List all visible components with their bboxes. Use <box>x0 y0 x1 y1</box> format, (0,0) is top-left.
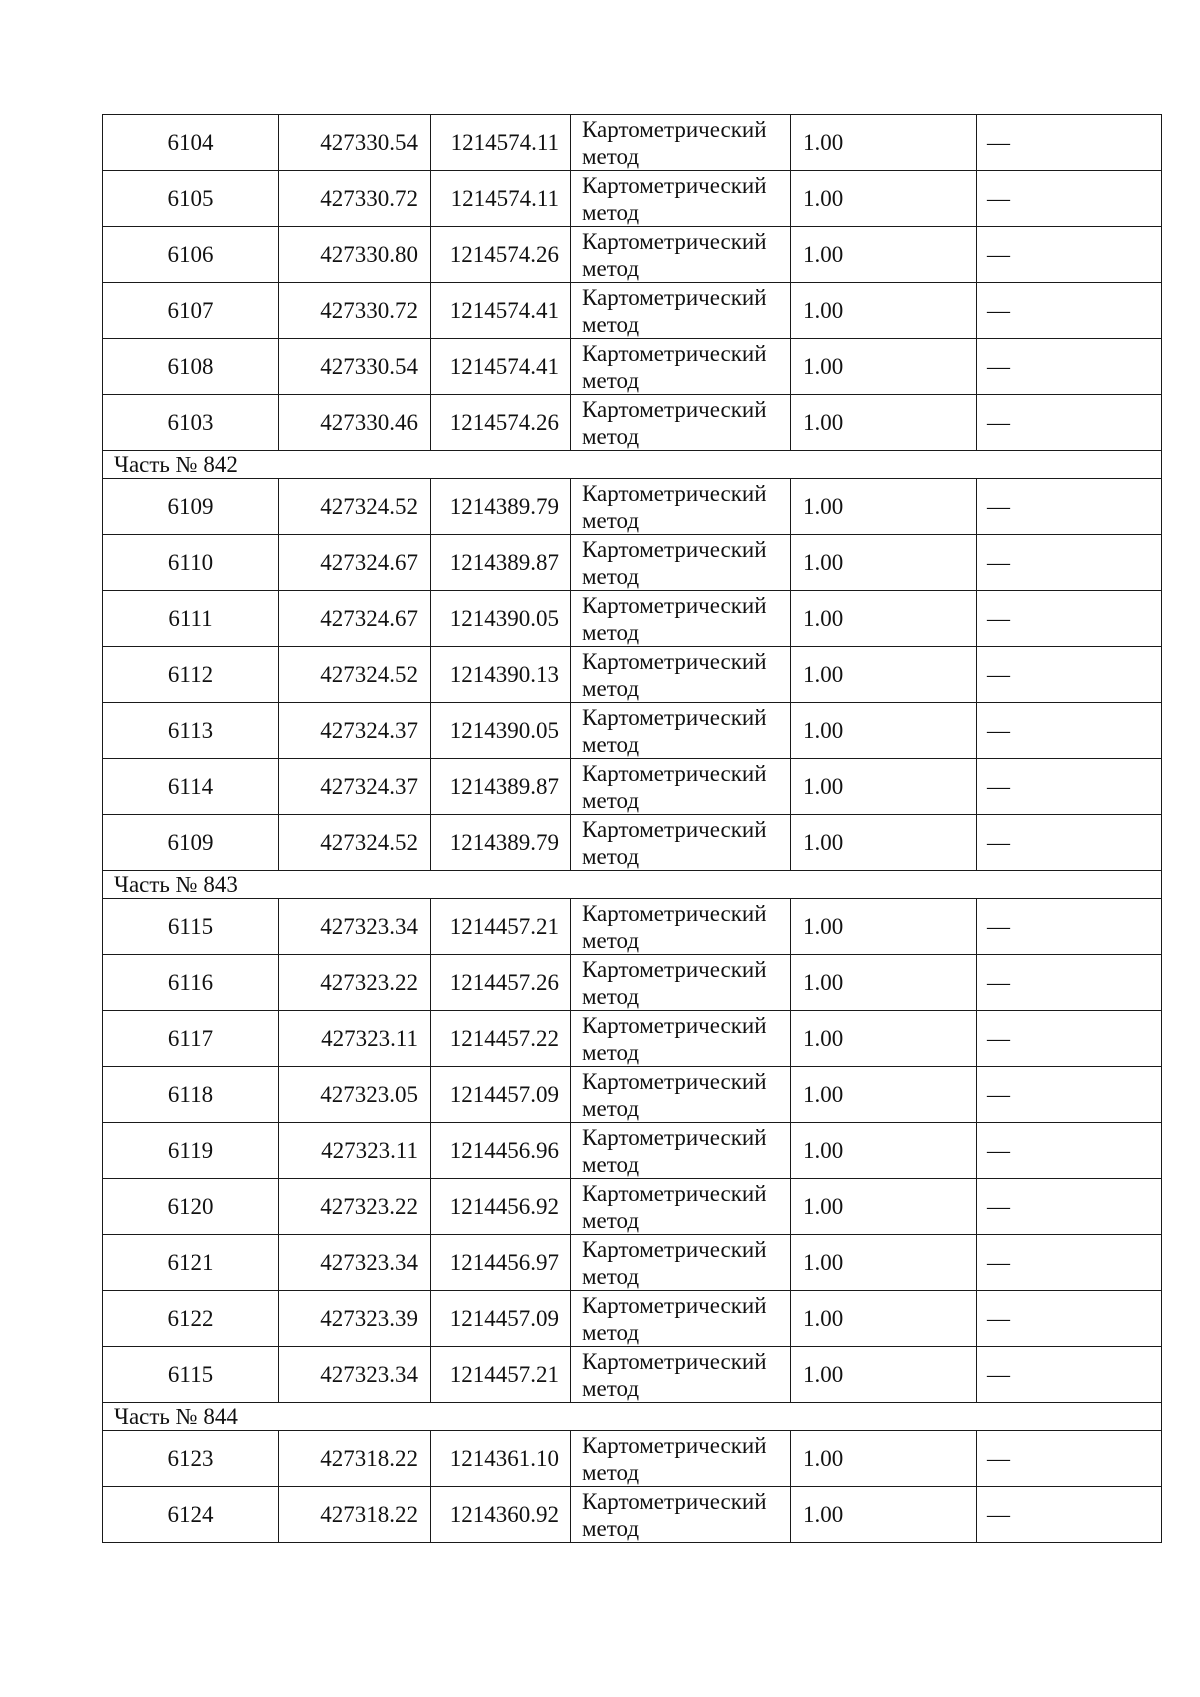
method-line: метод <box>582 1095 640 1121</box>
method-cell <box>571 395 791 451</box>
y-coordinate-cell: 1214389.79 <box>431 479 571 535</box>
coordinates-table <box>102 114 1162 1543</box>
method-cell <box>571 1431 791 1487</box>
y-coordinate-cell: 1214457.26 <box>431 955 571 1011</box>
point-number-cell: 6106 <box>103 227 279 283</box>
method-line: Картометрический <box>582 1488 767 1514</box>
method-line: Картометрический <box>582 1292 767 1318</box>
method-line: метод <box>582 1375 640 1401</box>
description-cell: — <box>977 1347 1162 1403</box>
table-row <box>103 955 1162 1011</box>
point-number-cell: 6121 <box>103 1235 279 1291</box>
description-cell: — <box>977 591 1162 647</box>
y-coordinate-cell: 1214389.79 <box>431 815 571 871</box>
x-coordinate-cell: 427330.72 <box>279 283 431 339</box>
table-row <box>103 1347 1162 1403</box>
table-row <box>103 1431 1162 1487</box>
table-row <box>103 1291 1162 1347</box>
method-line: метод <box>582 1039 640 1065</box>
x-coordinate-cell: 427318.22 <box>279 1431 431 1487</box>
method-line: метод <box>582 983 640 1009</box>
table-row <box>103 479 1162 535</box>
method-line: Картометрический <box>582 1124 767 1150</box>
method-line: Картометрический <box>582 760 767 786</box>
x-coordinate-cell: 427323.34 <box>279 1347 431 1403</box>
point-number-cell: 6109 <box>103 815 279 871</box>
accuracy-cell: 1.00 <box>791 395 977 451</box>
y-coordinate-cell: 1214574.41 <box>431 283 571 339</box>
description-cell: — <box>977 759 1162 815</box>
point-number-cell: 6122 <box>103 1291 279 1347</box>
table-row <box>103 115 1162 171</box>
method-cell <box>571 1291 791 1347</box>
accuracy-cell: 1.00 <box>791 759 977 815</box>
method-cell <box>571 535 791 591</box>
y-coordinate-cell: 1214574.26 <box>431 395 571 451</box>
point-number-cell: 6124 <box>103 1487 279 1543</box>
accuracy-cell: 1.00 <box>791 227 977 283</box>
method-line: Картометрический <box>582 1348 767 1374</box>
accuracy-cell: 1.00 <box>791 1291 977 1347</box>
method-line: Картометрический <box>582 396 767 422</box>
method-line: метод <box>582 731 640 757</box>
method-line: метод <box>582 507 640 533</box>
method-line: Картометрический <box>582 536 767 562</box>
description-cell: — <box>977 1291 1162 1347</box>
method-cell <box>571 1235 791 1291</box>
method-cell <box>571 227 791 283</box>
x-coordinate-cell: 427323.34 <box>279 899 431 955</box>
table-body <box>103 115 1162 1543</box>
table-row <box>103 395 1162 451</box>
point-number-cell: 6120 <box>103 1179 279 1235</box>
method-line: Картометрический <box>582 284 767 310</box>
method-line: метод <box>582 1319 640 1345</box>
table-row <box>103 899 1162 955</box>
table-row <box>103 1179 1162 1235</box>
point-number-cell: 6105 <box>103 171 279 227</box>
point-number-cell: 6104 <box>103 115 279 171</box>
method-line: Картометрический <box>582 1012 767 1038</box>
x-coordinate-cell: 427324.37 <box>279 759 431 815</box>
table-row <box>103 1235 1162 1291</box>
point-number-cell: 6112 <box>103 647 279 703</box>
accuracy-cell: 1.00 <box>791 115 977 171</box>
method-line: метод <box>582 311 640 337</box>
part-header-row <box>103 451 1162 479</box>
method-line: Картометрический <box>582 592 767 618</box>
method-line: метод <box>582 1459 640 1485</box>
accuracy-cell: 1.00 <box>791 1067 977 1123</box>
description-cell: — <box>977 479 1162 535</box>
y-coordinate-cell: 1214390.13 <box>431 647 571 703</box>
y-coordinate-cell: 1214361.10 <box>431 1431 571 1487</box>
method-cell <box>571 759 791 815</box>
point-number-cell: 6107 <box>103 283 279 339</box>
y-coordinate-cell: 1214456.96 <box>431 1123 571 1179</box>
description-cell: — <box>977 815 1162 871</box>
y-coordinate-cell: 1214390.05 <box>431 703 571 759</box>
method-line: метод <box>582 199 640 225</box>
method-line: Картометрический <box>582 1068 767 1094</box>
y-coordinate-cell: 1214457.22 <box>431 1011 571 1067</box>
accuracy-cell: 1.00 <box>791 171 977 227</box>
accuracy-cell: 1.00 <box>791 1123 977 1179</box>
point-number-cell: 6119 <box>103 1123 279 1179</box>
y-coordinate-cell: 1214457.09 <box>431 1291 571 1347</box>
method-line: Картометрический <box>582 956 767 982</box>
description-cell: — <box>977 535 1162 591</box>
description-cell: — <box>977 899 1162 955</box>
table-row <box>103 759 1162 815</box>
method-line: метод <box>582 619 640 645</box>
x-coordinate-cell: 427323.11 <box>279 1123 431 1179</box>
table-row <box>103 535 1162 591</box>
method-cell <box>571 1179 791 1235</box>
part-header-row <box>103 871 1162 899</box>
description-cell: — <box>977 227 1162 283</box>
accuracy-cell: 1.00 <box>791 339 977 395</box>
accuracy-cell: 1.00 <box>791 283 977 339</box>
description-cell: — <box>977 1487 1162 1543</box>
part-label: Часть № 842 <box>103 451 1162 479</box>
table-row <box>103 591 1162 647</box>
table-row <box>103 1123 1162 1179</box>
y-coordinate-cell: 1214389.87 <box>431 535 571 591</box>
x-coordinate-cell: 427324.67 <box>279 591 431 647</box>
y-coordinate-cell: 1214456.92 <box>431 1179 571 1235</box>
method-cell <box>571 339 791 395</box>
x-coordinate-cell: 427323.22 <box>279 1179 431 1235</box>
y-coordinate-cell: 1214457.21 <box>431 1347 571 1403</box>
method-cell <box>571 1347 791 1403</box>
table-row <box>103 815 1162 871</box>
method-line: Картометрический <box>582 816 767 842</box>
table-row <box>103 227 1162 283</box>
accuracy-cell: 1.00 <box>791 535 977 591</box>
description-cell: — <box>977 1123 1162 1179</box>
accuracy-cell: 1.00 <box>791 591 977 647</box>
method-line: метод <box>582 787 640 813</box>
method-line: Картометрический <box>582 704 767 730</box>
y-coordinate-cell: 1214574.11 <box>431 115 571 171</box>
x-coordinate-cell: 427330.80 <box>279 227 431 283</box>
table-row <box>103 1067 1162 1123</box>
y-coordinate-cell: 1214457.09 <box>431 1067 571 1123</box>
method-line: Картометрический <box>582 900 767 926</box>
y-coordinate-cell: 1214456.97 <box>431 1235 571 1291</box>
method-line: Картометрический <box>582 480 767 506</box>
method-line: метод <box>582 367 640 393</box>
x-coordinate-cell: 427323.39 <box>279 1291 431 1347</box>
point-number-cell: 6115 <box>103 1347 279 1403</box>
table-row <box>103 1487 1162 1543</box>
y-coordinate-cell: 1214390.05 <box>431 591 571 647</box>
method-line: метод <box>582 255 640 281</box>
point-number-cell: 6115 <box>103 899 279 955</box>
point-number-cell: 6114 <box>103 759 279 815</box>
method-line: метод <box>582 423 640 449</box>
x-coordinate-cell: 427323.22 <box>279 955 431 1011</box>
x-coordinate-cell: 427323.34 <box>279 1235 431 1291</box>
x-coordinate-cell: 427324.67 <box>279 535 431 591</box>
method-cell <box>571 171 791 227</box>
x-coordinate-cell: 427324.52 <box>279 647 431 703</box>
description-cell: — <box>977 1431 1162 1487</box>
accuracy-cell: 1.00 <box>791 647 977 703</box>
table-row <box>103 647 1162 703</box>
method-line: метод <box>582 675 640 701</box>
x-coordinate-cell: 427330.54 <box>279 115 431 171</box>
y-coordinate-cell: 1214389.87 <box>431 759 571 815</box>
method-line: метод <box>582 143 640 169</box>
x-coordinate-cell: 427330.54 <box>279 339 431 395</box>
description-cell: — <box>977 395 1162 451</box>
y-coordinate-cell: 1214360.92 <box>431 1487 571 1543</box>
description-cell: — <box>977 1179 1162 1235</box>
point-number-cell: 6110 <box>103 535 279 591</box>
point-number-cell: 6109 <box>103 479 279 535</box>
part-label: Часть № 844 <box>103 1403 1162 1431</box>
method-line: Картометрический <box>582 1432 767 1458</box>
x-coordinate-cell: 427318.22 <box>279 1487 431 1543</box>
accuracy-cell: 1.00 <box>791 815 977 871</box>
part-label: Часть № 843 <box>103 871 1162 899</box>
accuracy-cell: 1.00 <box>791 1347 977 1403</box>
accuracy-cell: 1.00 <box>791 1179 977 1235</box>
accuracy-cell: 1.00 <box>791 955 977 1011</box>
point-number-cell: 6103 <box>103 395 279 451</box>
description-cell: — <box>977 1235 1162 1291</box>
x-coordinate-cell: 427330.72 <box>279 171 431 227</box>
method-line: Картометрический <box>582 172 767 198</box>
method-line: метод <box>582 927 640 953</box>
table-row <box>103 1011 1162 1067</box>
method-cell <box>571 1067 791 1123</box>
accuracy-cell: 1.00 <box>791 479 977 535</box>
method-line: метод <box>582 1263 640 1289</box>
part-header-row <box>103 1403 1162 1431</box>
method-line: Картометрический <box>582 340 767 366</box>
method-cell <box>571 647 791 703</box>
description-cell: — <box>977 171 1162 227</box>
x-coordinate-cell: 427330.46 <box>279 395 431 451</box>
accuracy-cell: 1.00 <box>791 1431 977 1487</box>
method-cell <box>571 115 791 171</box>
method-cell <box>571 1123 791 1179</box>
description-cell: — <box>977 955 1162 1011</box>
method-cell <box>571 899 791 955</box>
description-cell: — <box>977 339 1162 395</box>
method-line: метод <box>582 843 640 869</box>
method-line: Картометрический <box>582 1180 767 1206</box>
accuracy-cell: 1.00 <box>791 1235 977 1291</box>
y-coordinate-cell: 1214574.26 <box>431 227 571 283</box>
description-cell: — <box>977 647 1162 703</box>
description-cell: — <box>977 115 1162 171</box>
point-number-cell: 6108 <box>103 339 279 395</box>
y-coordinate-cell: 1214574.41 <box>431 339 571 395</box>
table-row <box>103 283 1162 339</box>
y-coordinate-cell: 1214574.11 <box>431 171 571 227</box>
x-coordinate-cell: 427323.05 <box>279 1067 431 1123</box>
accuracy-cell: 1.00 <box>791 1011 977 1067</box>
method-line: Картометрический <box>582 116 767 142</box>
x-coordinate-cell: 427323.11 <box>279 1011 431 1067</box>
method-line: метод <box>582 1151 640 1177</box>
method-line: метод <box>582 1515 640 1541</box>
method-line: Картометрический <box>582 648 767 674</box>
method-line: метод <box>582 1207 640 1233</box>
table-row <box>103 703 1162 759</box>
accuracy-cell: 1.00 <box>791 899 977 955</box>
x-coordinate-cell: 427324.52 <box>279 479 431 535</box>
method-cell <box>571 283 791 339</box>
method-cell <box>571 815 791 871</box>
table-row <box>103 339 1162 395</box>
description-cell: — <box>977 1067 1162 1123</box>
accuracy-cell: 1.00 <box>791 1487 977 1543</box>
method-line: метод <box>582 563 640 589</box>
y-coordinate-cell: 1214457.21 <box>431 899 571 955</box>
point-number-cell: 6116 <box>103 955 279 1011</box>
method-cell <box>571 1011 791 1067</box>
table-row <box>103 171 1162 227</box>
method-line: Картометрический <box>582 228 767 254</box>
method-cell <box>571 1487 791 1543</box>
method-line: Картометрический <box>582 1236 767 1262</box>
x-coordinate-cell: 427324.52 <box>279 815 431 871</box>
method-cell <box>571 591 791 647</box>
point-number-cell: 6111 <box>103 591 279 647</box>
method-cell <box>571 955 791 1011</box>
method-cell <box>571 703 791 759</box>
method-cell <box>571 479 791 535</box>
accuracy-cell: 1.00 <box>791 703 977 759</box>
description-cell: — <box>977 283 1162 339</box>
point-number-cell: 6113 <box>103 703 279 759</box>
point-number-cell: 6123 <box>103 1431 279 1487</box>
description-cell: — <box>977 1011 1162 1067</box>
x-coordinate-cell: 427324.37 <box>279 703 431 759</box>
point-number-cell: 6118 <box>103 1067 279 1123</box>
description-cell: — <box>977 703 1162 759</box>
point-number-cell: 6117 <box>103 1011 279 1067</box>
